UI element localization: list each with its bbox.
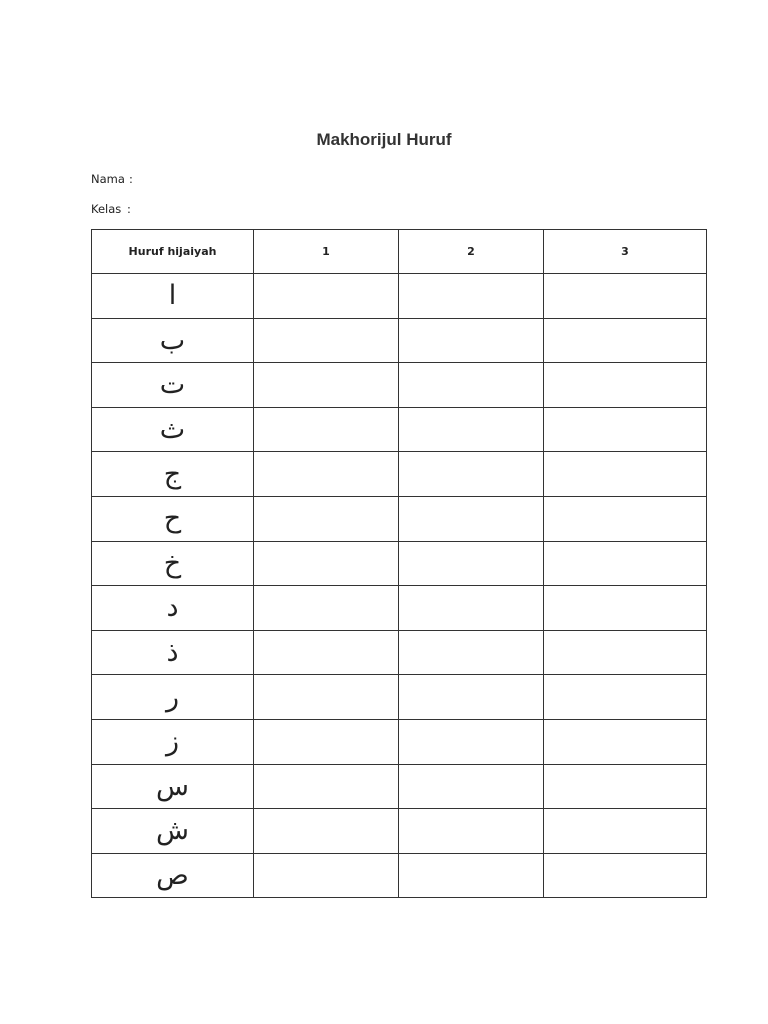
header-column-1: 1 bbox=[254, 230, 399, 274]
score-cell-3[interactable] bbox=[544, 630, 707, 675]
header-column-3: 3 bbox=[544, 230, 707, 274]
table-row bbox=[92, 363, 707, 408]
score-cell-2[interactable] bbox=[399, 363, 544, 408]
score-cell-1[interactable] bbox=[254, 452, 399, 497]
score-cell-3[interactable] bbox=[544, 586, 707, 631]
score-cell-2[interactable] bbox=[399, 452, 544, 497]
hijaiyah-letter: خ bbox=[92, 541, 254, 586]
score-cell-1[interactable] bbox=[254, 809, 399, 854]
hijaiyah-letter: ب bbox=[92, 318, 254, 363]
score-cell-1[interactable] bbox=[254, 274, 399, 319]
hijaiyah-letter: ح bbox=[92, 496, 254, 541]
score-cell-3[interactable] bbox=[544, 318, 707, 363]
score-cell-3[interactable] bbox=[544, 363, 707, 408]
score-cell-3[interactable] bbox=[544, 452, 707, 497]
table-row bbox=[92, 452, 707, 497]
page-title: Makhorijul Huruf bbox=[316, 130, 452, 149]
score-cell-1[interactable] bbox=[254, 764, 399, 809]
score-cell-1[interactable] bbox=[254, 586, 399, 631]
score-cell-2[interactable] bbox=[399, 764, 544, 809]
score-cell-2[interactable] bbox=[399, 541, 544, 586]
hijaiyah-letter: ص bbox=[92, 853, 254, 898]
score-cell-3[interactable] bbox=[544, 809, 707, 854]
header-huruf-hijaiyah: Huruf hijaiyah bbox=[92, 230, 254, 274]
score-cell-1[interactable] bbox=[254, 853, 399, 898]
hijaiyah-letter: ت bbox=[92, 363, 254, 408]
score-cell-3[interactable] bbox=[544, 675, 707, 720]
score-cell-3[interactable] bbox=[544, 541, 707, 586]
score-cell-1[interactable] bbox=[254, 318, 399, 363]
score-cell-3[interactable] bbox=[544, 764, 707, 809]
score-cell-2[interactable] bbox=[399, 809, 544, 854]
score-cell-2[interactable] bbox=[399, 274, 544, 319]
score-cell-1[interactable] bbox=[254, 496, 399, 541]
hijaiyah-letter: ج bbox=[92, 452, 254, 497]
score-cell-2[interactable] bbox=[399, 318, 544, 363]
table-row bbox=[92, 809, 707, 854]
hijaiyah-letter: ز bbox=[92, 719, 254, 764]
score-cell-2[interactable] bbox=[399, 719, 544, 764]
score-cell-1[interactable] bbox=[254, 675, 399, 720]
score-cell-3[interactable] bbox=[544, 719, 707, 764]
nama-label: Nama bbox=[91, 172, 125, 186]
score-cell-1[interactable] bbox=[254, 541, 399, 586]
kelas-field bbox=[91, 202, 131, 216]
score-cell-2[interactable] bbox=[399, 630, 544, 675]
hijaiyah-letter: ا bbox=[92, 274, 254, 319]
table-row bbox=[92, 764, 707, 809]
hijaiyah-letter: د bbox=[92, 586, 254, 631]
score-cell-2[interactable] bbox=[399, 853, 544, 898]
table-row bbox=[92, 407, 707, 452]
table-row bbox=[92, 274, 707, 319]
table-row bbox=[92, 630, 707, 675]
table-row bbox=[92, 586, 707, 631]
hijaiyah-letter: ر bbox=[92, 675, 254, 720]
hijaiyah-letter: ش bbox=[92, 809, 254, 854]
assessment-table bbox=[91, 229, 707, 898]
score-cell-2[interactable] bbox=[399, 496, 544, 541]
table-row bbox=[92, 496, 707, 541]
hijaiyah-letter: ث bbox=[92, 407, 254, 452]
table-row bbox=[92, 853, 707, 898]
kelas-separator: : bbox=[127, 202, 131, 216]
score-cell-2[interactable] bbox=[399, 407, 544, 452]
score-cell-1[interactable] bbox=[254, 630, 399, 675]
table-row bbox=[92, 541, 707, 586]
score-cell-2[interactable] bbox=[399, 675, 544, 720]
table-header-row bbox=[92, 230, 707, 274]
table-row bbox=[92, 719, 707, 764]
header-column-2: 2 bbox=[399, 230, 544, 274]
hijaiyah-letter: ذ bbox=[92, 630, 254, 675]
score-cell-3[interactable] bbox=[544, 853, 707, 898]
table-row bbox=[92, 318, 707, 363]
score-cell-2[interactable] bbox=[399, 586, 544, 631]
nama-field bbox=[91, 172, 133, 186]
score-cell-1[interactable] bbox=[254, 407, 399, 452]
table-row bbox=[92, 675, 707, 720]
score-cell-3[interactable] bbox=[544, 407, 707, 452]
nama-separator: : bbox=[129, 172, 133, 186]
score-cell-1[interactable] bbox=[254, 719, 399, 764]
score-cell-3[interactable] bbox=[544, 496, 707, 541]
score-cell-3[interactable] bbox=[544, 274, 707, 319]
score-cell-1[interactable] bbox=[254, 363, 399, 408]
hijaiyah-letter: س bbox=[92, 764, 254, 809]
kelas-label: Kelas bbox=[91, 202, 122, 216]
